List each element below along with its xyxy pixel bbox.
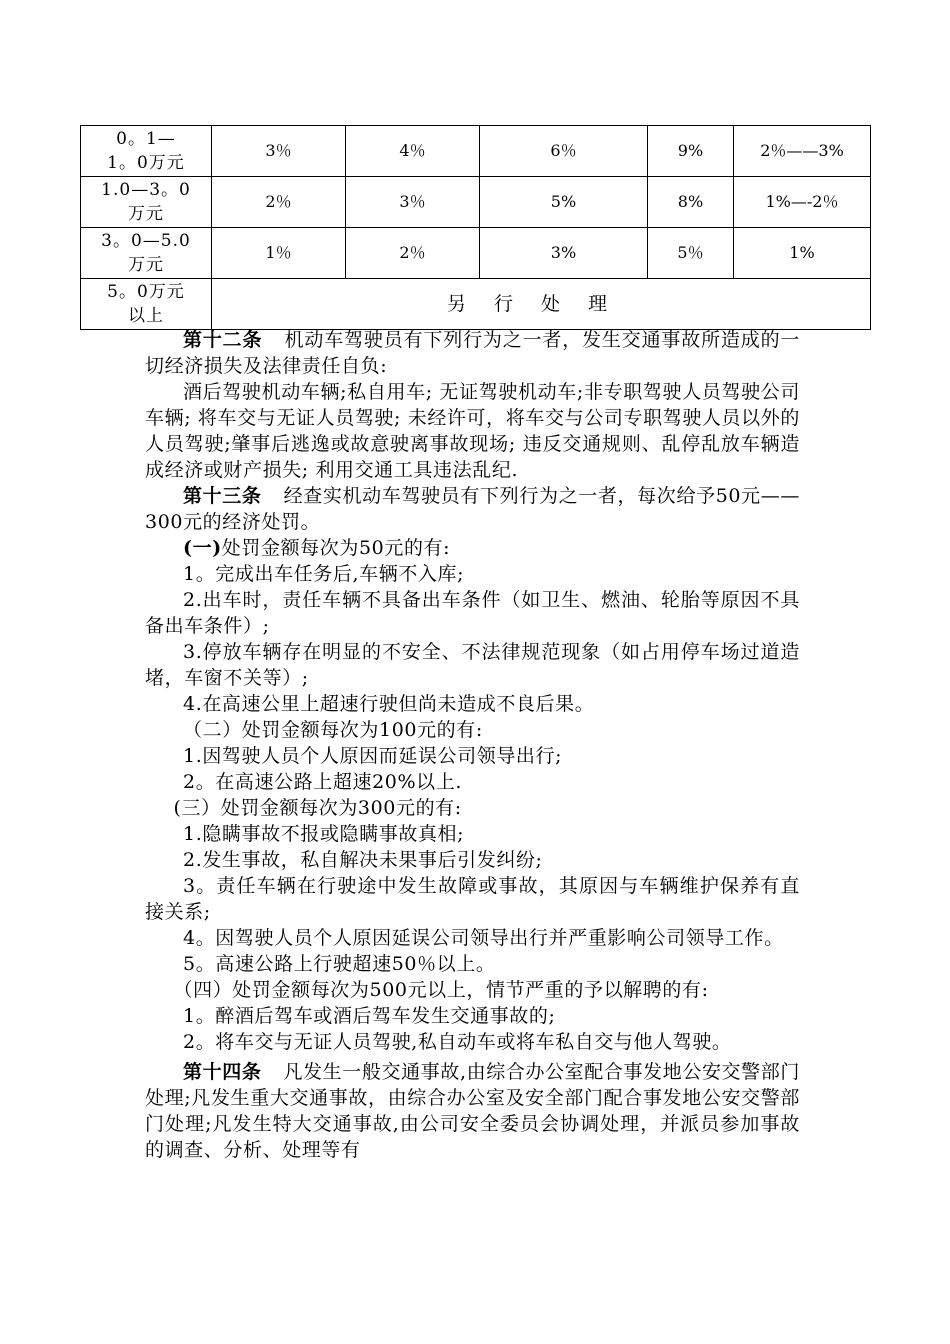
section-4-heading: （四）处罚金额每次为500元以上，情节严重的予以解聘的有: — [173, 979, 709, 1001]
rate-cell: 1%—-2％ — [734, 177, 871, 228]
rate-cell: 2％ — [346, 228, 480, 279]
list-item: 1.因驾驶人员个人原因而延误公司领导出行; — [183, 745, 563, 767]
list-item: 1。醉酒后驾车或酒后驾车发生交通事故的; — [183, 1005, 556, 1027]
article-title: 第十二条 — [183, 329, 263, 351]
table-row — [81, 279, 871, 330]
other-handling-cell: 另行处理 — [212, 279, 871, 330]
list-item: 3。责任车辆在行驶途中发生故障或事故，其原因与车辆维护保养有直接关系; — [145, 875, 800, 923]
section-3-heading: (三）处罚金额每次为300元的有: — [173, 797, 462, 819]
rate-cell: 2％ — [212, 177, 346, 228]
list-item: 2.出车时，责任车辆不具备出车条件（如卫生、燃油、轮胎等原因不具备出车条件）; — [145, 589, 800, 637]
range-cell: 5。0万元 以上 — [81, 279, 212, 330]
rate-cell: 3% — [480, 228, 648, 279]
list-item: 1.隐瞒事故不报或隐瞒事故真相; — [183, 823, 465, 845]
rate-cell: 3％ — [212, 126, 346, 177]
range-cell: 1.0—3。0 万元 — [81, 177, 212, 228]
rate-cell: 1% — [734, 228, 871, 279]
rate-cell: 3％ — [346, 177, 480, 228]
rate-cell: 8% — [648, 177, 734, 228]
list-item: 4。因驾驶人员个人原因延误公司领导出行并严重影响公司领导工作。 — [183, 927, 784, 949]
article-title: 第十四条 — [183, 1061, 262, 1083]
list-item: 5。高速公路上行驶超速50％以上。 — [183, 953, 496, 975]
rate-cell: 5％ — [648, 228, 734, 279]
penalty-rate-table — [80, 125, 871, 330]
section-1-heading: (一)处罚金额每次为50元的有: — [183, 537, 451, 559]
section-2-heading: （二）处罚金额每次为100元的有: — [183, 719, 483, 741]
range-cell: 0。1— 1。0万元 — [81, 126, 212, 177]
table-row — [81, 126, 871, 177]
rate-cell: 1％ — [212, 228, 346, 279]
list-item: 1。完成出车任务后,车辆不入库; — [183, 563, 465, 585]
article-12: 第十二条 机动车驾驶员有下列行为之一者，发生交通事故所造成的一切经济损失及法律责任自负: — [145, 329, 800, 377]
article-12-body: 酒后驾驶机动车辆;私自用车; 无证驾驶机动车;非专职驾驶人员驾驶公司车辆; 将车交与无证人员驾驶; 未经许可，将车交与公司专职驾驶人员以外的人员驾驶;肇事后逃逸或故意驶离事故现场; 违反交通规则、乱停乱放车辆造成经济或财产损失; 利用交通工具违法乱纪. — [145, 381, 800, 481]
range-cell: 3。0—5.0 万元 — [81, 228, 212, 279]
table-row — [81, 228, 871, 279]
article-title: 第十三条 — [183, 485, 262, 507]
article-13: 第十三条 经查实机动车驾驶员有下列行为之一者，每次给予50元——300元的经济处罚。 — [145, 485, 800, 533]
list-item: 2。在高速公路上超速20%以上. — [183, 771, 462, 793]
rate-cell: 5% — [480, 177, 648, 228]
rate-cell: 4％ — [346, 126, 480, 177]
list-item: 3.停放车辆存在明显的不安全、不法律规范现象（如占用停车场过道造堵，车窗不关等）; — [145, 641, 800, 689]
article-14: 第十四条 凡发生一般交通事故,由综合办公室配合事发地公安交警部门处理;凡发生重大交通事故，由综合办公室及安全部门配合事发地公安交警部门处理;凡发生特大交通事故,由公司安全委员会协调处理，并派员参加事故的调查、分析、处理等有 — [145, 1061, 800, 1161]
rate-cell: 6％ — [480, 126, 648, 177]
list-item: 2。将车交与无证人员驾驶,私自动车或将车私自交与他人驾驶。 — [183, 1031, 732, 1053]
table-row — [81, 177, 871, 228]
rate-cell: 2％——3% — [734, 126, 871, 177]
regulation-text — [145, 327, 800, 1163]
list-item: 2.发生事故，私自解决未果事后引发纠纷; — [183, 849, 543, 871]
list-item: 4.在高速公里上超速行驶但尚未造成不良后果。 — [183, 693, 595, 715]
rate-cell: 9% — [648, 126, 734, 177]
